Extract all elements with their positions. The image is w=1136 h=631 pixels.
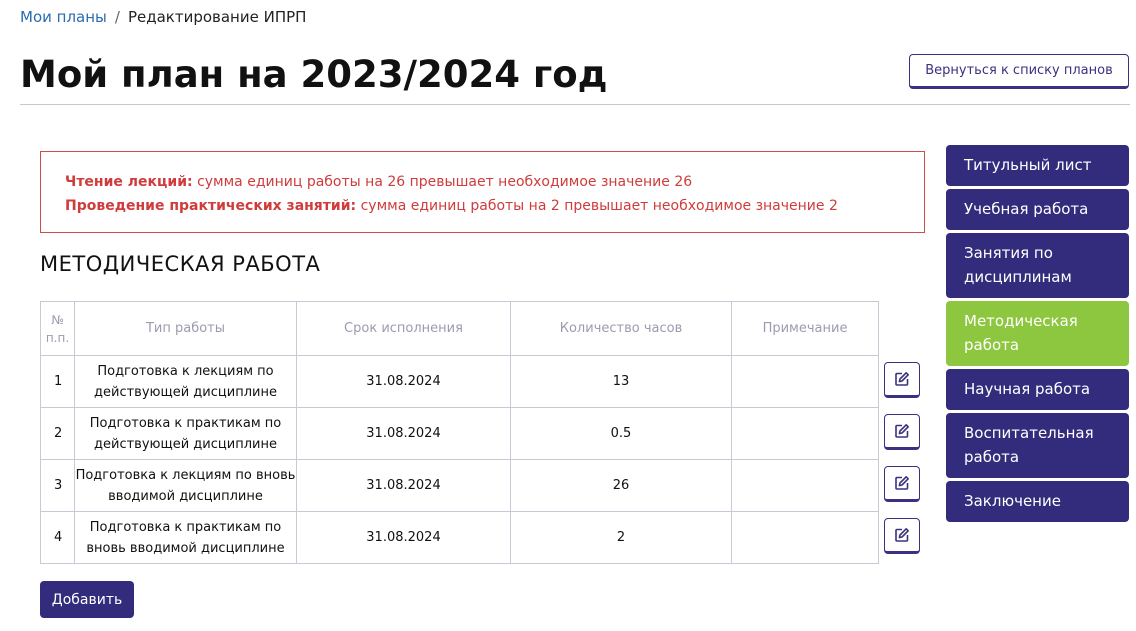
cell-hours: 26: [511, 460, 732, 512]
header-deadline: Срок исполнения: [297, 302, 511, 356]
table-header-row: [41, 302, 879, 356]
alert-line-lectures: [65, 170, 900, 194]
page-title: Мой план на 2023/2024 год: [20, 53, 608, 96]
alert-text: сумма единиц работы на 26 превышает необходимое значение 26: [197, 174, 693, 190]
header-hours: Количество часов: [511, 302, 732, 356]
nav-item-teaching-work[interactable]: Учебная работа: [946, 189, 1129, 230]
edit-icon: [894, 423, 910, 439]
cell-num: 4: [41, 512, 75, 564]
cell-type: Подготовка к лекциям по действующей дисциплине: [75, 356, 297, 408]
table-row: [41, 356, 879, 408]
edit-row-4-button[interactable]: [884, 518, 920, 554]
cell-deadline: 31.08.2024: [297, 512, 511, 564]
nav-item-title-page[interactable]: Титульный лист: [946, 145, 1129, 186]
cell-deadline: 31.08.2024: [297, 408, 511, 460]
edit-icon: [894, 527, 910, 543]
cell-num: 3: [41, 460, 75, 512]
nav-item-conclusion[interactable]: Заключение: [946, 481, 1129, 522]
header-type: Тип работы: [75, 302, 297, 356]
cell-deadline: 31.08.2024: [297, 356, 511, 408]
table-row: [41, 460, 879, 512]
cell-type: Подготовка к практикам по вновь вводимой дисциплине: [75, 512, 297, 564]
nav-item-educational-work[interactable]: Воспитательная работа: [946, 413, 1129, 478]
breadcrumb-current: Редактирование ИПРП: [127, 8, 307, 26]
edit-row-1-button[interactable]: [884, 362, 920, 398]
breadcrumb-link-my-plans[interactable]: Мои планы: [20, 8, 107, 26]
alert-line-practices: [65, 194, 900, 218]
cell-hours: 13: [511, 356, 732, 408]
header-note: Примечание: [732, 302, 879, 356]
cell-deadline: 31.08.2024: [297, 460, 511, 512]
cell-type: Подготовка к практикам по действующей дисциплине: [75, 408, 297, 460]
cell-num: 1: [41, 356, 75, 408]
methodical-work-table: [40, 301, 879, 564]
alert-text: сумма единиц работы на 2 превышает необходимое значение 2: [360, 198, 838, 214]
cell-note: [732, 408, 879, 460]
cell-hours: 2: [511, 512, 732, 564]
cell-note: [732, 356, 879, 408]
cell-num: 2: [41, 408, 75, 460]
alert-label: Чтение лекций:: [65, 174, 193, 190]
header-num: № п.п.: [41, 302, 75, 356]
breadcrumb-separator: /: [114, 8, 120, 26]
edit-icon: [894, 371, 910, 387]
add-button[interactable]: Добавить: [40, 581, 134, 618]
table-row: [41, 512, 879, 564]
nav-item-methodical-work[interactable]: Методическая работа: [946, 301, 1129, 366]
nav-item-discipline-classes[interactable]: Занятия по дисциплинам: [946, 233, 1129, 298]
validation-alert: [40, 151, 925, 233]
alert-label: Проведение практических занятий:: [65, 198, 357, 214]
cell-note: [732, 512, 879, 564]
side-nav: [946, 145, 1129, 525]
nav-item-research-work[interactable]: Научная работа: [946, 369, 1129, 410]
cell-hours: 0.5: [511, 408, 732, 460]
table-row: [41, 408, 879, 460]
edit-icon: [894, 475, 910, 491]
title-divider: [20, 104, 1130, 105]
breadcrumb: [20, 6, 306, 28]
edit-row-2-button[interactable]: [884, 414, 920, 450]
section-title: МЕТОДИЧЕСКАЯ РАБОТА: [40, 252, 321, 276]
cell-note: [732, 460, 879, 512]
cell-type: Подготовка к лекциям по вновь вводимой дисциплине: [75, 460, 297, 512]
edit-row-3-button[interactable]: [884, 466, 920, 502]
back-to-plans-button[interactable]: Вернуться к списку планов: [909, 54, 1129, 89]
